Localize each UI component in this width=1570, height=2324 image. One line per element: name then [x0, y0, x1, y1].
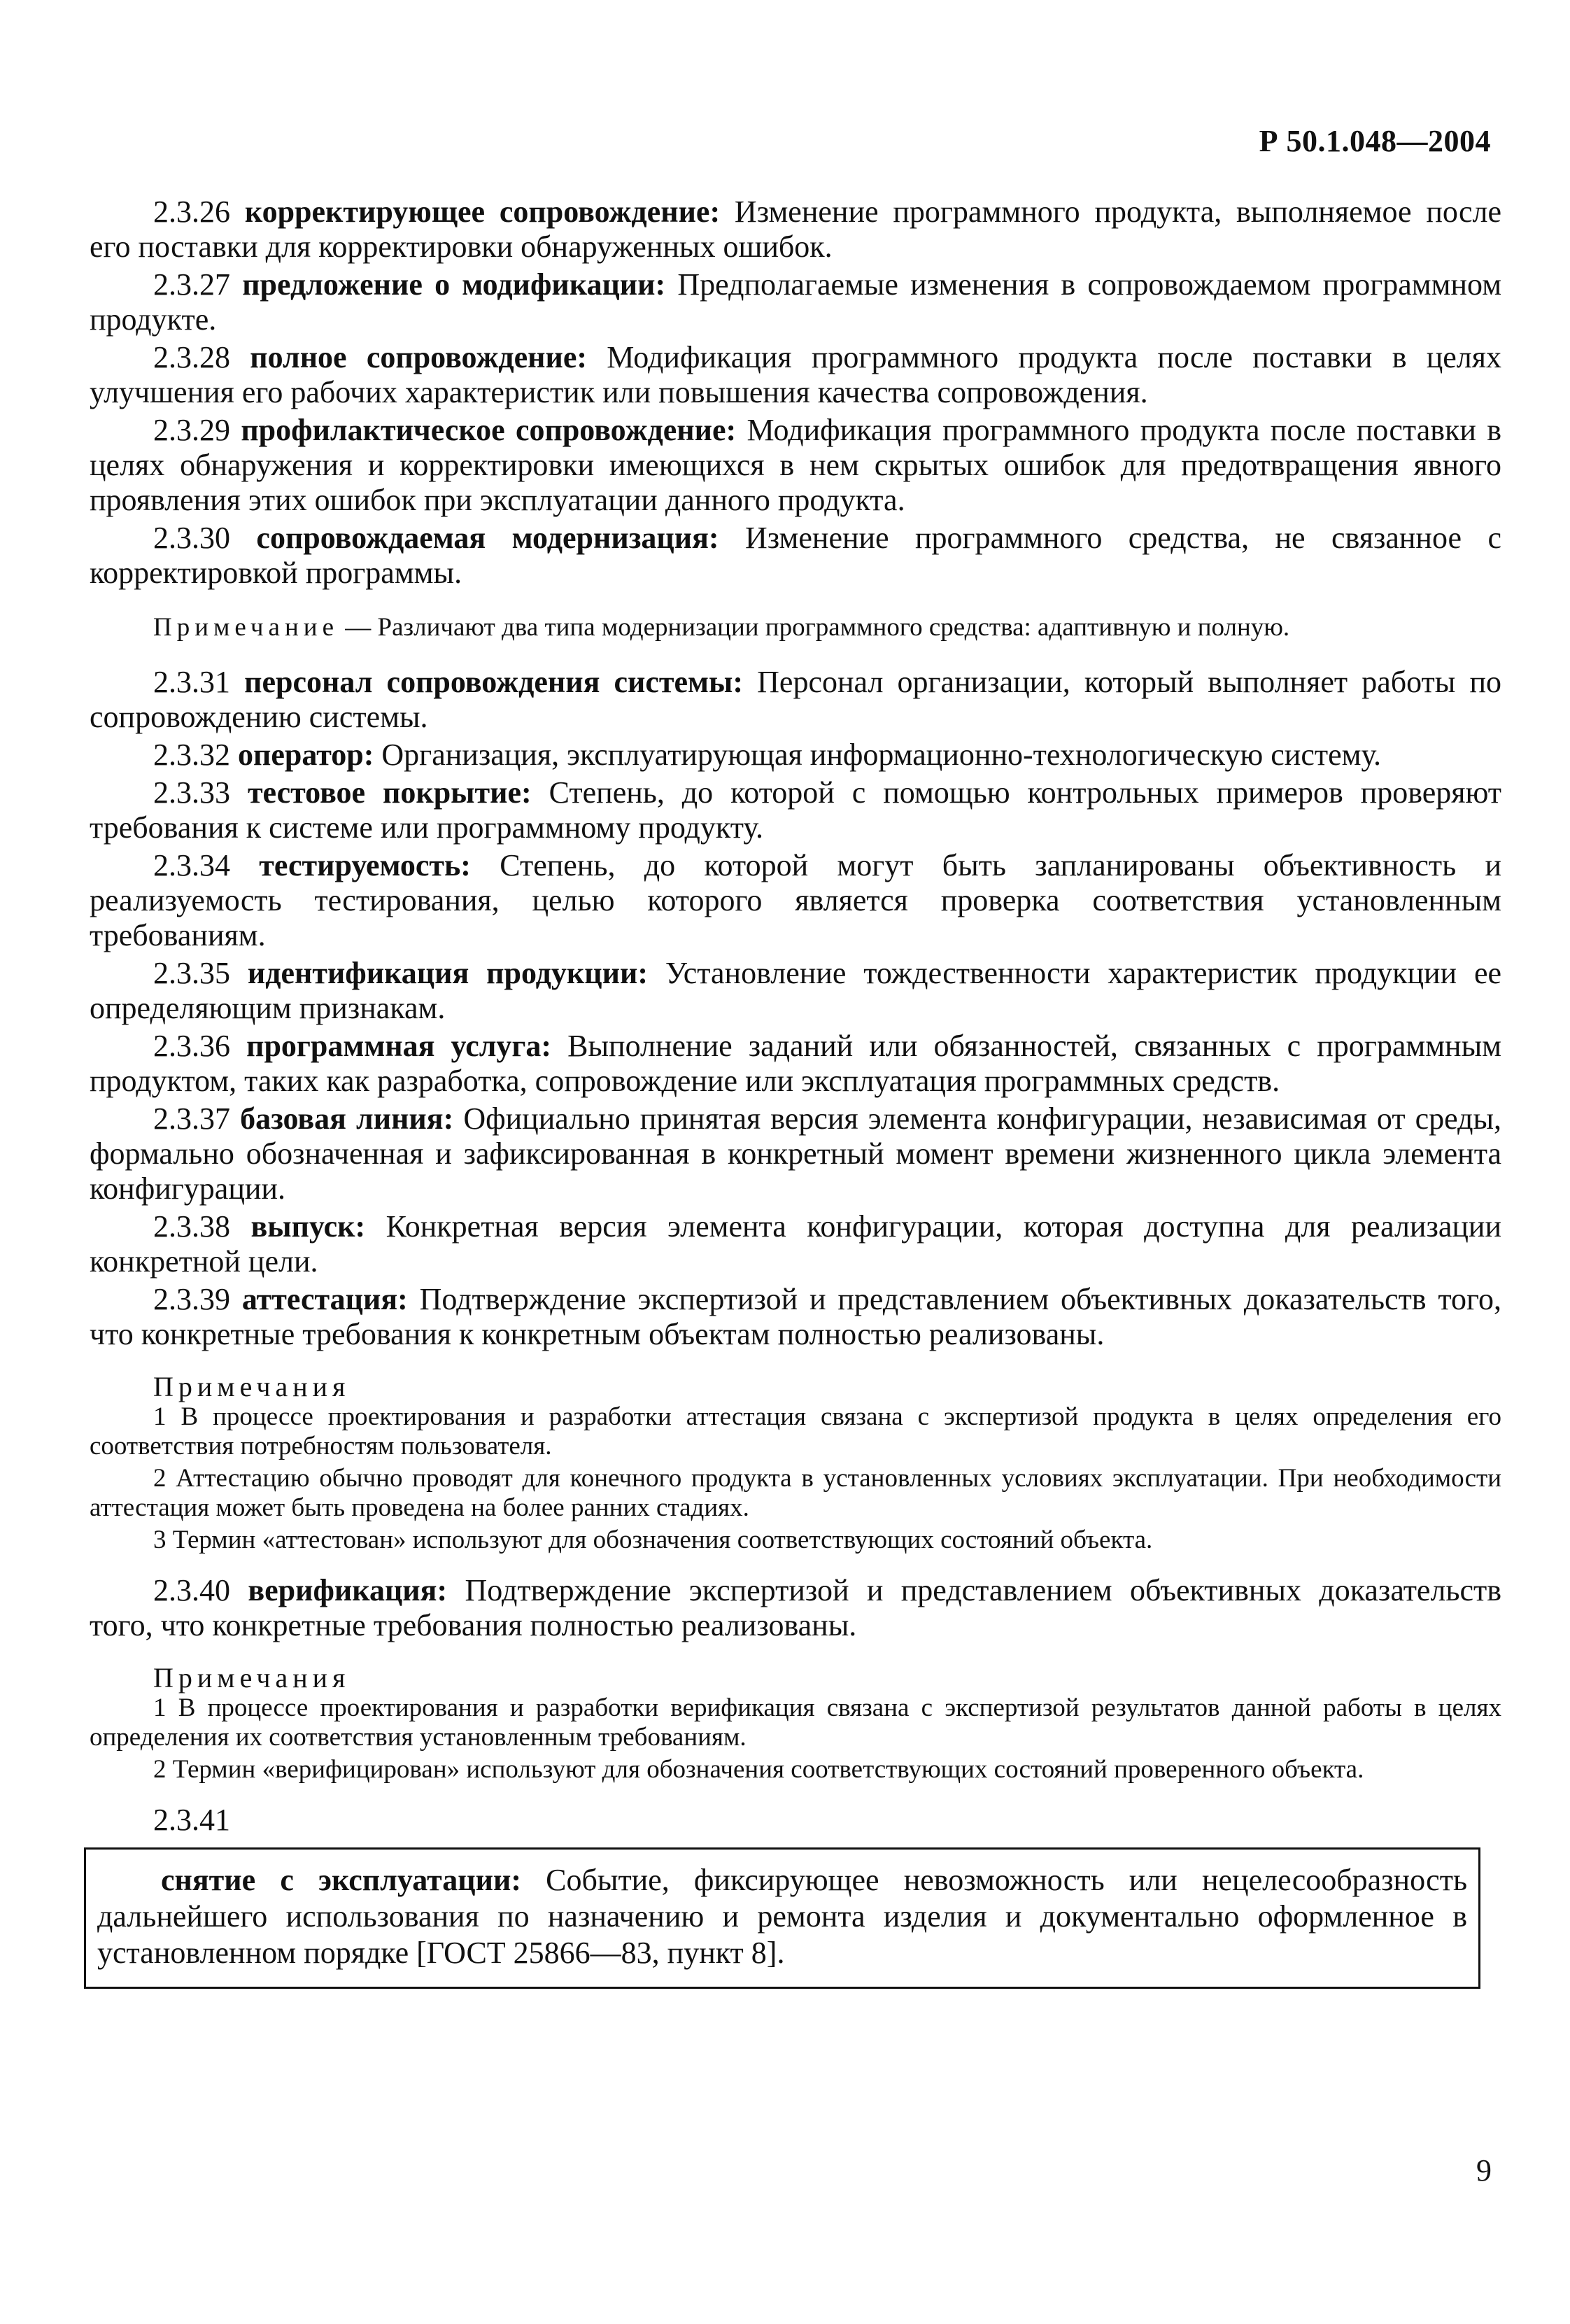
note-item: 1 В процессе проектирования и разработки аттестация связана с экспертизой продукта в целях определения его соответствия потребностям пользователя. — [90, 1402, 1501, 1460]
term-entry-2-3-34 — [90, 848, 1501, 953]
term-entry-2-3-38 — [90, 1209, 1501, 1279]
term-entry-2-3-35 — [90, 956, 1501, 1026]
term-entry-2-3-33 — [90, 775, 1501, 845]
term-name: программная услуга: — [246, 1029, 552, 1063]
term-entry-2-3-37 — [90, 1101, 1501, 1206]
term-name: предложение о модификации: — [242, 267, 666, 302]
term-entry-2-3-27 — [90, 267, 1501, 337]
entry-number: 2.3.35 — [153, 956, 230, 990]
note-item: 1 В процессе проектирования и разработки верификация связана с экспертизой результатов данной работы в целях определения их соответствия установленным требованиям. — [90, 1693, 1501, 1752]
term-definition: Степень, до которой с помощью контрольных примеров проверяют требования к системе или программному продукту. — [90, 775, 1502, 845]
entry-number: 2.3.38 — [153, 1209, 230, 1244]
term-name: оператор: — [238, 738, 374, 772]
term-definition: Выполнение заданий или обязанностей, связанных с программным продуктом, таких как разработка, сопровождение или эксплуатация программных средств. — [90, 1029, 1501, 1098]
note-modernization — [90, 612, 1501, 644]
notes-verification — [90, 1663, 1501, 1784]
term-definition: Степень, до которой могут быть запланированы объективность и реализуемость тестирования, целью которого является проверка соответствия установленным требованиям. — [90, 848, 1502, 952]
entry-number: 2.3.29 — [153, 413, 230, 447]
term-definition: Модификация программного продукта после поставки в целях обнаружения и корректировки имеющихся в нем скрытых ошибок для предотвращения явного проявления этих ошибок при эксплуатации данного продукта. — [90, 413, 1501, 517]
boxed-term-entry-2-3-41 — [84, 1847, 1480, 1989]
term-name: выпуск: — [250, 1209, 366, 1244]
term-name: аттестация: — [241, 1282, 408, 1316]
entry-number: 2.3.36 — [153, 1029, 230, 1063]
term-entry-2-3-32 — [90, 738, 1501, 773]
entry-number-2-3-41: 2.3.41 — [153, 1803, 230, 1837]
term-name: базовая линия: — [240, 1101, 454, 1136]
document-code: Р 50.1.048—2004 — [1259, 124, 1491, 158]
entry-number: 2.3.34 — [153, 848, 230, 882]
entry-number: 2.3.31 — [153, 665, 230, 699]
term-name: верификация: — [248, 1573, 448, 1607]
document-body — [90, 195, 1501, 1989]
entry-number: 2.3.26 — [153, 195, 230, 229]
term-entry-2-3-30 — [90, 521, 1501, 591]
note-label: Примечание — [153, 613, 339, 642]
term-definition: Персонал организации, который выполняет работы по сопровождению системы. — [90, 665, 1502, 734]
term-entry-2-3-36 — [90, 1029, 1501, 1099]
term-name: снятие с эксплуатации: — [161, 1863, 521, 1897]
term-definition: Официально принятая версия элемента конфигурации, независимая от среды, формально обозначенная и зафиксированная в конкретный момент времени жизненного цикла элемента конфигурации. — [90, 1101, 1502, 1206]
note-text: — Различают два типа модернизации программного средства: адаптивную и полную. — [339, 613, 1290, 642]
term-name: тестируемость: — [259, 848, 471, 882]
note-item: 2 Термин «верифицирован» используют для обозначения соответствующих состояний проверенного объекта. — [153, 1755, 1364, 1784]
entry-number: 2.3.40 — [153, 1573, 230, 1607]
term-definition: Установление тождественности характеристик продукции ее определяющим признакам. — [90, 956, 1502, 1025]
term-definition: Модификация программного продукта после поставки в целях улучшения его рабочих характеристик или повышения качества сопровождения. — [90, 340, 1501, 409]
entry-number: 2.3.28 — [153, 340, 230, 374]
note-item: 2 Аттестацию обычно проводят для конечного продукта в установленных условиях эксплуатации. При необходимости аттестация может быть проведена на более ранних стадиях. — [90, 1464, 1501, 1522]
term-name: персонал сопровождения системы: — [244, 665, 744, 699]
term-name: корректирующее сопровождение: — [244, 195, 721, 229]
entry-number: 2.3.33 — [153, 775, 230, 810]
term-definition: Организация, эксплуатирующая информационно-технологическую систему. — [381, 738, 1382, 772]
notes-title: Примечания — [153, 1662, 351, 1693]
term-definition: Подтверждение экспертизой и представлением объективных доказательств того, что конкретные требования полностью реализованы. — [90, 1573, 1502, 1642]
term-definition: Подтверждение экспертизой и представлением объективных доказательств того, что конкретные требования к конкретным объектам полностью реализованы. — [90, 1282, 1501, 1351]
term-entry-2-3-26 — [90, 195, 1501, 265]
term-definition: Конкретная версия элемента конфигурации, которая доступна для реализации конкретной цели. — [90, 1209, 1501, 1279]
term-entry-2-3-40 — [90, 1573, 1501, 1643]
term-definition: Событие, фиксирующее невозможность или нецелесообразность дальнейшего использования по назначению и ремонта изделия и документально оформленное в установленном порядке [ГОСТ 25866—83, пункт 8]. — [97, 1863, 1468, 1970]
notes-title: Примечания — [153, 1371, 351, 1402]
term-name: тестовое покрытие: — [247, 775, 532, 810]
entry-number: 2.3.27 — [153, 267, 230, 302]
term-definition: Предполагаемые изменения в сопровождаемом программном продукте. — [90, 267, 1502, 337]
entry-number: 2.3.30 — [153, 521, 230, 555]
term-entry-2-3-31 — [90, 665, 1501, 735]
term-definition: Изменение программного продукта, выполняемое после его поставки для корректировки обнаруженных ошибок. — [90, 195, 1501, 264]
entry-number: 2.3.32 — [153, 738, 230, 772]
entry-number: 2.3.39 — [153, 1282, 230, 1316]
term-name: идентификация продукции: — [247, 956, 648, 990]
note-item: 3 Термин «аттестован» используют для обозначения соответствующих состояний объекта. — [153, 1526, 1153, 1554]
term-name: сопровождаемая модернизация: — [256, 521, 719, 555]
page-number: 9 — [1476, 2153, 1492, 2188]
term-name: полное сопровождение: — [250, 340, 588, 374]
term-entry-2-3-29 — [90, 413, 1501, 518]
entry-number: 2.3.37 — [153, 1101, 230, 1136]
term-entry-2-3-28 — [90, 340, 1501, 410]
term-entry-2-3-39 — [90, 1282, 1501, 1352]
term-name: профилактическое сопровождение: — [241, 413, 737, 447]
term-definition: Изменение программного средства, не связанное с корректировкой программы. — [90, 521, 1501, 590]
notes-attestation — [90, 1372, 1501, 1555]
